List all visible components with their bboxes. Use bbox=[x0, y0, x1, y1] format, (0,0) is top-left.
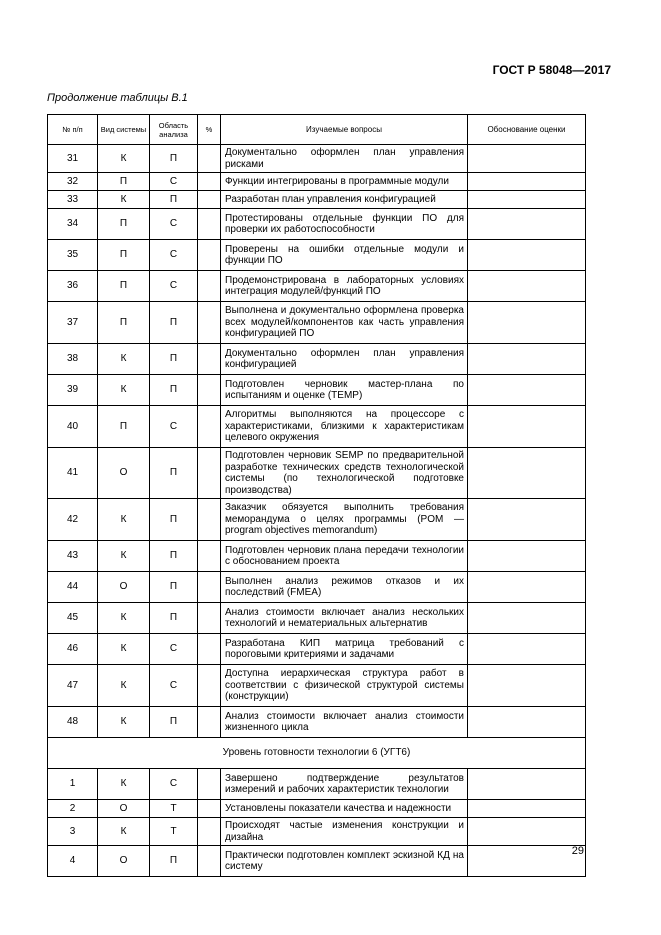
row-percent bbox=[198, 209, 221, 240]
row-percent bbox=[198, 603, 221, 634]
row-number: 43 bbox=[48, 541, 98, 572]
row-justification bbox=[468, 191, 586, 209]
row-justification bbox=[468, 344, 586, 375]
row-justification bbox=[468, 448, 586, 499]
row-system: К bbox=[98, 145, 150, 173]
header-area: Область анализа bbox=[150, 115, 198, 145]
row-justification bbox=[468, 499, 586, 541]
row-area: С bbox=[150, 209, 198, 240]
row-question: Происходят частые изменения конструкции и дизайна bbox=[221, 818, 468, 846]
row-question: Выполнен анализ режимов отказов и их последствий (FMEA) bbox=[221, 572, 468, 603]
row-number: 42 bbox=[48, 499, 98, 541]
row-justification bbox=[468, 209, 586, 240]
table-row bbox=[48, 240, 586, 271]
row-area: П bbox=[150, 572, 198, 603]
row-question: Проверены на ошибки отдельные модули и функции ПО bbox=[221, 240, 468, 271]
row-percent bbox=[198, 541, 221, 572]
table-row bbox=[48, 209, 586, 240]
row-area: П bbox=[150, 344, 198, 375]
row-percent bbox=[198, 800, 221, 818]
row-area: П bbox=[150, 375, 198, 406]
row-percent bbox=[198, 344, 221, 375]
row-question: Документально оформлен план управления рисками bbox=[221, 145, 468, 173]
row-system: О bbox=[98, 846, 150, 877]
section-title: Уровень готовности технологии 6 (УГТ6) bbox=[48, 738, 586, 769]
row-justification bbox=[468, 603, 586, 634]
row-justification bbox=[468, 406, 586, 448]
row-system: К bbox=[98, 499, 150, 541]
row-number: 36 bbox=[48, 271, 98, 302]
row-system: К bbox=[98, 665, 150, 707]
row-question: Документально оформлен план управления конфигурацией bbox=[221, 344, 468, 375]
standard-designation: ГОСТ Р 58048—2017 bbox=[492, 63, 611, 77]
table-row bbox=[48, 800, 586, 818]
row-system: К bbox=[98, 818, 150, 846]
row-question: Выполнена и документально оформлена проверка всех модулей/компонентов как часть управления конфигурацией ПО bbox=[221, 302, 468, 344]
row-question: Заказчик обязуется выполнить требования меморандума о целях программы (POM — program objectives memorandum) bbox=[221, 499, 468, 541]
row-number: 48 bbox=[48, 707, 98, 738]
row-percent bbox=[198, 769, 221, 800]
row-question: Подготовлен черновик плана передачи технологии с обоснованием проекта bbox=[221, 541, 468, 572]
row-number: 40 bbox=[48, 406, 98, 448]
row-percent bbox=[198, 499, 221, 541]
row-number: 4 bbox=[48, 846, 98, 877]
row-number: 46 bbox=[48, 634, 98, 665]
row-question: Разработан план управления конфигурацией bbox=[221, 191, 468, 209]
row-system: К bbox=[98, 344, 150, 375]
row-question: Завершено подтверждение результатов измерений и рабочих характеристик технологии bbox=[221, 769, 468, 800]
row-justification bbox=[468, 634, 586, 665]
row-number: 31 bbox=[48, 145, 98, 173]
table-row bbox=[48, 302, 586, 344]
row-percent bbox=[198, 846, 221, 877]
header-system: Вид системы bbox=[98, 115, 150, 145]
row-percent bbox=[198, 818, 221, 846]
row-question: Установлены показатели качества и надежности bbox=[221, 800, 468, 818]
row-area: С bbox=[150, 173, 198, 191]
table-row bbox=[48, 603, 586, 634]
row-justification bbox=[468, 240, 586, 271]
table-header-row bbox=[48, 115, 586, 145]
row-area: С bbox=[150, 634, 198, 665]
row-number: 41 bbox=[48, 448, 98, 499]
row-area: С bbox=[150, 271, 198, 302]
row-justification bbox=[468, 800, 586, 818]
row-system: П bbox=[98, 406, 150, 448]
row-question: Протестированы отдельные функции ПО для проверки их работоспособности bbox=[221, 209, 468, 240]
row-question: Анализ стоимости включает анализ стоимости жизненного цикла bbox=[221, 707, 468, 738]
row-number: 37 bbox=[48, 302, 98, 344]
row-question: Подготовлен черновик мастер-плана по испытаниям и оценке (TEMP) bbox=[221, 375, 468, 406]
row-percent bbox=[198, 271, 221, 302]
row-system: П bbox=[98, 302, 150, 344]
row-area: С bbox=[150, 240, 198, 271]
row-area: П bbox=[150, 191, 198, 209]
row-number: 45 bbox=[48, 603, 98, 634]
table-row bbox=[48, 634, 586, 665]
page-number: 29 bbox=[571, 845, 584, 857]
table-row bbox=[48, 145, 586, 173]
requirements-table bbox=[47, 114, 586, 877]
row-question: Разработана КИП матрица требований с пороговыми критериями и задачами bbox=[221, 634, 468, 665]
row-percent bbox=[198, 145, 221, 173]
row-question: Функции интегрированы в программные модули bbox=[221, 173, 468, 191]
header-question: Изучаемые вопросы bbox=[221, 115, 468, 145]
table-row bbox=[48, 572, 586, 603]
row-number: 47 bbox=[48, 665, 98, 707]
row-system: К bbox=[98, 541, 150, 572]
table-row bbox=[48, 818, 586, 846]
row-system: К bbox=[98, 769, 150, 800]
row-question: Практически подготовлен комплект эскизной КД на систему bbox=[221, 846, 468, 877]
header-justification: Обоснование оценки bbox=[468, 115, 586, 145]
row-area: П bbox=[150, 448, 198, 499]
row-justification bbox=[468, 173, 586, 191]
table-caption: Продолжение таблицы В.1 bbox=[47, 92, 188, 104]
row-system: К bbox=[98, 707, 150, 738]
row-number: 35 bbox=[48, 240, 98, 271]
row-number: 1 bbox=[48, 769, 98, 800]
row-percent bbox=[198, 634, 221, 665]
row-area: П bbox=[150, 541, 198, 572]
table-row bbox=[48, 191, 586, 209]
row-question: Подготовлен черновик SEMP по предварительной разработке технических средств технологической системы (по технологической подготовке производства) bbox=[221, 448, 468, 499]
row-percent bbox=[198, 240, 221, 271]
row-justification bbox=[468, 665, 586, 707]
row-number: 3 bbox=[48, 818, 98, 846]
table-row bbox=[48, 344, 586, 375]
row-percent bbox=[198, 448, 221, 499]
row-justification bbox=[468, 271, 586, 302]
header-percent: % bbox=[198, 115, 221, 145]
row-justification bbox=[468, 145, 586, 173]
row-number: 33 bbox=[48, 191, 98, 209]
table-row bbox=[48, 406, 586, 448]
row-percent bbox=[198, 406, 221, 448]
row-system: К bbox=[98, 191, 150, 209]
row-system: К bbox=[98, 603, 150, 634]
table-row bbox=[48, 271, 586, 302]
row-justification bbox=[468, 572, 586, 603]
table-row bbox=[48, 375, 586, 406]
table-row bbox=[48, 499, 586, 541]
row-area: П bbox=[150, 302, 198, 344]
row-question: Анализ стоимости включает анализ нескольких технологий и нематериальных альтернатив bbox=[221, 603, 468, 634]
row-area: П bbox=[150, 499, 198, 541]
row-area: П bbox=[150, 603, 198, 634]
row-area: П bbox=[150, 707, 198, 738]
row-system: К bbox=[98, 634, 150, 665]
row-number: 32 bbox=[48, 173, 98, 191]
table-row bbox=[48, 707, 586, 738]
row-justification bbox=[468, 375, 586, 406]
row-area: Т bbox=[150, 800, 198, 818]
table-row bbox=[48, 769, 586, 800]
row-question: Доступна иерархическая структура работ в соответствии с физической структурой системы (конструкции) bbox=[221, 665, 468, 707]
row-area: П bbox=[150, 846, 198, 877]
row-number: 2 bbox=[48, 800, 98, 818]
row-justification bbox=[468, 818, 586, 846]
row-justification bbox=[468, 302, 586, 344]
row-justification bbox=[468, 707, 586, 738]
row-number: 34 bbox=[48, 209, 98, 240]
row-percent bbox=[198, 191, 221, 209]
row-area: С bbox=[150, 665, 198, 707]
row-percent bbox=[198, 572, 221, 603]
row-system: П bbox=[98, 173, 150, 191]
row-system: О bbox=[98, 572, 150, 603]
row-percent bbox=[198, 173, 221, 191]
row-question: Продемонстрирована в лабораторных условиях интеграция модулей/функций ПО bbox=[221, 271, 468, 302]
table-row bbox=[48, 846, 586, 877]
row-question: Алгоритмы выполняются на процессоре с характеристиками, близкими к характеристикам целевого окружения bbox=[221, 406, 468, 448]
row-percent bbox=[198, 375, 221, 406]
row-system: О bbox=[98, 448, 150, 499]
row-system: П bbox=[98, 271, 150, 302]
row-area: Т bbox=[150, 818, 198, 846]
row-number: 38 bbox=[48, 344, 98, 375]
row-percent bbox=[198, 707, 221, 738]
row-area: П bbox=[150, 145, 198, 173]
row-justification bbox=[468, 541, 586, 572]
row-system: К bbox=[98, 375, 150, 406]
row-area: С bbox=[150, 406, 198, 448]
section-row bbox=[48, 738, 586, 769]
row-number: 39 bbox=[48, 375, 98, 406]
table-row bbox=[48, 665, 586, 707]
table-row bbox=[48, 541, 586, 572]
table-row bbox=[48, 448, 586, 499]
row-percent bbox=[198, 665, 221, 707]
row-system: П bbox=[98, 209, 150, 240]
row-justification bbox=[468, 769, 586, 800]
table-row bbox=[48, 173, 586, 191]
header-num: № п/п bbox=[48, 115, 98, 145]
row-justification bbox=[468, 846, 586, 877]
row-system: О bbox=[98, 800, 150, 818]
row-area: С bbox=[150, 769, 198, 800]
row-number: 44 bbox=[48, 572, 98, 603]
row-system: П bbox=[98, 240, 150, 271]
row-percent bbox=[198, 302, 221, 344]
